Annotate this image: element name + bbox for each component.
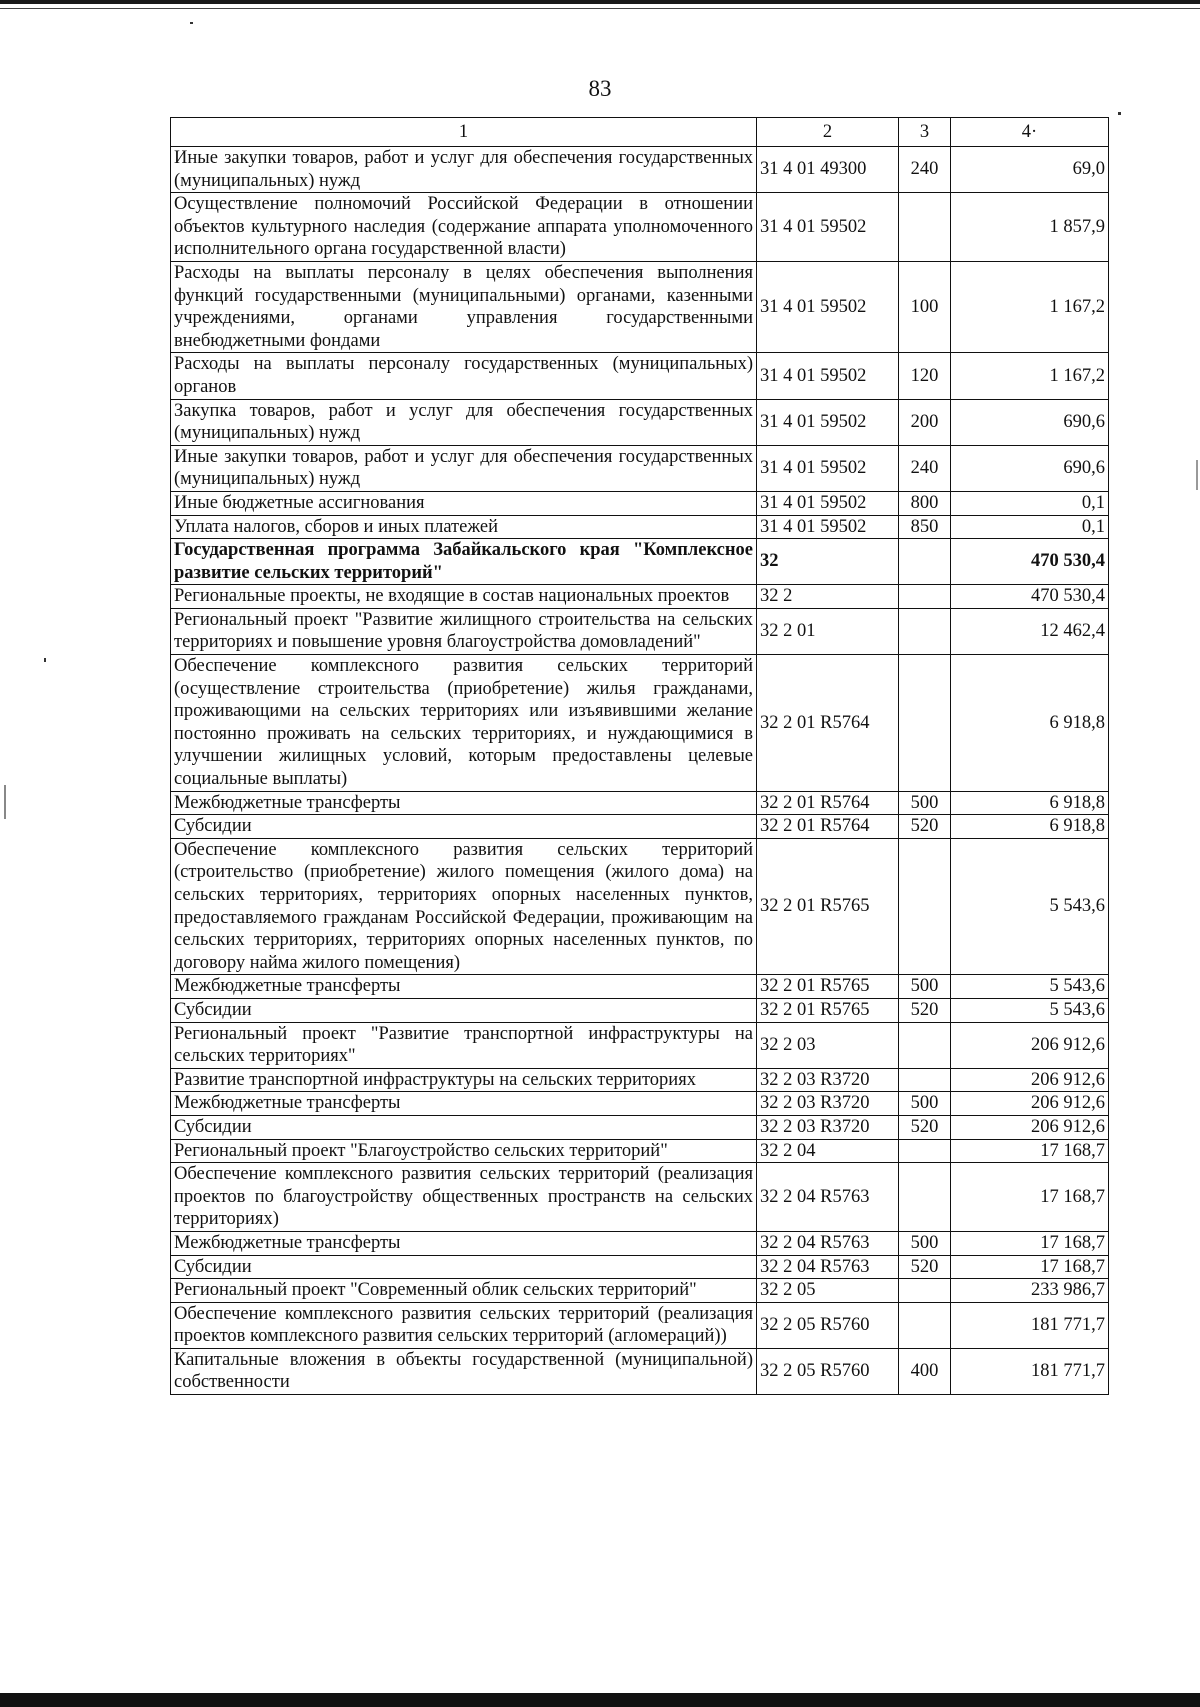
- table-row: [171, 815, 1109, 839]
- table-row: [171, 791, 1109, 815]
- row-name: Субсидии: [171, 998, 757, 1022]
- row-name: Региональный проект "Благоустройство сельских территорий": [171, 1139, 757, 1163]
- row-name: Осуществление полномочий Российской Федерации в отношении объектов культурного наследия (содержание аппарата уполномоченного исполнительного органа государственной власти): [171, 193, 757, 262]
- row-code: 31 4 01 59502: [757, 445, 899, 491]
- row-amount: 206 912,6: [951, 1092, 1109, 1116]
- row-amount: 470 530,4: [951, 585, 1109, 609]
- table-row: [171, 261, 1109, 352]
- table-row: [171, 1163, 1109, 1232]
- row-expense-kind: 520: [899, 1255, 951, 1279]
- row-code: 31 4 01 59502: [757, 399, 899, 445]
- row-amount: 17 168,7: [951, 1255, 1109, 1279]
- table-row: [171, 539, 1109, 585]
- row-amount: 5 543,6: [951, 998, 1109, 1022]
- row-amount: 206 912,6: [951, 1115, 1109, 1139]
- row-code: 32 2 05 R5760: [757, 1302, 899, 1348]
- scan-speck: [1118, 112, 1121, 115]
- row-name: Обеспечение комплексного развития сельских территорий (реализация проектов по благоустройству общественных пространств на сельских территориях): [171, 1163, 757, 1232]
- row-name: Обеспечение комплексного развития сельских территорий (осуществление строительства (приобретение) жилья гражданами, проживающими на сельских территориях или изъявившими желание постоянно проживать на сельских территориях, и нуждающимися в улучшении жилищных условий, которым предоставлены целевые социальные выплаты): [171, 655, 757, 792]
- row-expense-kind: 500: [899, 975, 951, 999]
- table-row: [171, 998, 1109, 1022]
- row-name: Межбюджетные трансферты: [171, 975, 757, 999]
- row-name: Развитие транспортной инфраструктуры на сельских территориях: [171, 1068, 757, 1092]
- row-code: 32 2 05: [757, 1279, 899, 1303]
- table-row: [171, 1115, 1109, 1139]
- row-expense-kind: 400: [899, 1348, 951, 1394]
- row-name: Межбюджетные трансферты: [171, 1231, 757, 1255]
- row-expense-kind: [899, 1068, 951, 1092]
- top-scan-edge: [0, 0, 1200, 4]
- table-header-row: [171, 118, 1109, 147]
- table-row: [171, 608, 1109, 654]
- header-col-2: 2: [757, 118, 899, 147]
- row-amount: 1 167,2: [951, 261, 1109, 352]
- table-row: [171, 1022, 1109, 1068]
- table-row: [171, 1092, 1109, 1116]
- row-code: 32 2 04 R5763: [757, 1255, 899, 1279]
- row-amount: 690,6: [951, 445, 1109, 491]
- row-amount: 206 912,6: [951, 1022, 1109, 1068]
- row-code: 31 4 01 59502: [757, 261, 899, 352]
- row-amount: 0,1: [951, 515, 1109, 539]
- table-body: [171, 147, 1109, 1395]
- row-expense-kind: [899, 1279, 951, 1303]
- table-row: [171, 838, 1109, 975]
- row-expense-kind: [899, 1139, 951, 1163]
- row-code: 32 2 03 R3720: [757, 1068, 899, 1092]
- row-code: 32 2 01: [757, 608, 899, 654]
- row-expense-kind: [899, 539, 951, 585]
- table-row: [171, 655, 1109, 792]
- row-code: 31 4 01 59502: [757, 193, 899, 262]
- row-name: Иные бюджетные ассигнования: [171, 491, 757, 515]
- row-amount: 1 167,2: [951, 353, 1109, 399]
- scan-speck: [44, 658, 46, 662]
- scan-edge-mark: [4, 785, 6, 819]
- row-code: 32 2 01 R5765: [757, 975, 899, 999]
- row-expense-kind: 500: [899, 791, 951, 815]
- row-amount: 206 912,6: [951, 1068, 1109, 1092]
- table-row: [171, 1068, 1109, 1092]
- row-expense-kind: [899, 585, 951, 609]
- table-row: [171, 491, 1109, 515]
- top-scan-line: [0, 8, 1200, 9]
- row-code: 32 2 01 R5765: [757, 838, 899, 975]
- row-name: Субсидии: [171, 815, 757, 839]
- row-name: Региональные проекты, не входящие в состав национальных проектов: [171, 585, 757, 609]
- row-name: Обеспечение комплексного развития сельских территорий (реализация проектов комплексного развития сельских территорий (агломераций)): [171, 1302, 757, 1348]
- row-name: Иные закупки товаров, работ и услуг для обеспечения государственных (муниципальных) нужд: [171, 147, 757, 193]
- row-amount: 0,1: [951, 491, 1109, 515]
- row-name: Закупка товаров, работ и услуг для обеспечения государственных (муниципальных) нужд: [171, 399, 757, 445]
- row-amount: 233 986,7: [951, 1279, 1109, 1303]
- row-expense-kind: [899, 608, 951, 654]
- row-code: 31 4 01 59502: [757, 515, 899, 539]
- table-row: [171, 1279, 1109, 1303]
- row-amount: 12 462,4: [951, 608, 1109, 654]
- header-col-3: 3: [899, 118, 951, 147]
- table-row: [171, 1231, 1109, 1255]
- row-amount: 181 771,7: [951, 1348, 1109, 1394]
- table-row: [171, 353, 1109, 399]
- row-code: 32 2 03: [757, 1022, 899, 1068]
- table-row: [171, 1255, 1109, 1279]
- row-expense-kind: 520: [899, 998, 951, 1022]
- row-name: Расходы на выплаты персоналу государственных (муниципальных) органов: [171, 353, 757, 399]
- row-expense-kind: [899, 1302, 951, 1348]
- row-expense-kind: 800: [899, 491, 951, 515]
- row-expense-kind: 850: [899, 515, 951, 539]
- row-amount: 69,0: [951, 147, 1109, 193]
- row-amount: 181 771,7: [951, 1302, 1109, 1348]
- row-expense-kind: [899, 1163, 951, 1232]
- table-row: [171, 585, 1109, 609]
- row-code: 32 2 01 R5764: [757, 791, 899, 815]
- row-name: Региональный проект "Развитие жилищного строительства на сельских территориях и повышение уровня благоустройства домовладений": [171, 608, 757, 654]
- table-row: [171, 399, 1109, 445]
- row-amount: 5 543,6: [951, 975, 1109, 999]
- row-code: 32 2 05 R5760: [757, 1348, 899, 1394]
- row-code: 32: [757, 539, 899, 585]
- row-expense-kind: 200: [899, 399, 951, 445]
- table-row: [171, 193, 1109, 262]
- row-code: 32 2 01 R5765: [757, 998, 899, 1022]
- row-expense-kind: 240: [899, 147, 951, 193]
- row-name: Обеспечение комплексного развития сельских территорий (строительство (приобретение) жилого помещения (жилого дома) на сельских территориях, территориях опорных населенных пунктов, предоставляемого гражданам Российской Федерации, проживающим на сельских территориях, территориях опорных населенных пунктов, по договору найма жилого помещения): [171, 838, 757, 975]
- table-row: [171, 147, 1109, 193]
- row-code: 31 4 01 59502: [757, 491, 899, 515]
- row-expense-kind: 100: [899, 261, 951, 352]
- row-code: 32 2 04 R5763: [757, 1231, 899, 1255]
- row-amount: 6 918,8: [951, 791, 1109, 815]
- table-row: [171, 515, 1109, 539]
- row-expense-kind: 520: [899, 815, 951, 839]
- row-name: Субсидии: [171, 1115, 757, 1139]
- row-name: Субсидии: [171, 1255, 757, 1279]
- header-col-4: 4·: [951, 118, 1109, 147]
- row-expense-kind: 120: [899, 353, 951, 399]
- row-amount: 470 530,4: [951, 539, 1109, 585]
- row-expense-kind: [899, 193, 951, 262]
- row-name: Региональный проект "Развитие транспортной инфраструктуры на сельских территориях": [171, 1022, 757, 1068]
- bottom-scan-edge: [0, 1693, 1200, 1707]
- row-code: 32 2: [757, 585, 899, 609]
- row-amount: 17 168,7: [951, 1139, 1109, 1163]
- row-code: 32 2 01 R5764: [757, 815, 899, 839]
- row-code: 31 4 01 49300: [757, 147, 899, 193]
- row-expense-kind: [899, 1022, 951, 1068]
- row-amount: 6 918,8: [951, 655, 1109, 792]
- header-col-1: 1: [171, 118, 757, 147]
- row-name: Расходы на выплаты персоналу в целях обеспечения выполнения функций государственными (муниципальными) органами, казенными учреждениями, органами управления государственными внебюджетными фондами: [171, 261, 757, 352]
- scan-speck: [190, 22, 193, 24]
- row-code: 32 2 04: [757, 1139, 899, 1163]
- row-expense-kind: 500: [899, 1092, 951, 1116]
- row-amount: 690,6: [951, 399, 1109, 445]
- row-name: Межбюджетные трансферты: [171, 1092, 757, 1116]
- row-expense-kind: [899, 838, 951, 975]
- row-name: Капитальные вложения в объекты государственной (муниципальной) собственности: [171, 1348, 757, 1394]
- table-row: [171, 1348, 1109, 1394]
- row-expense-kind: 500: [899, 1231, 951, 1255]
- row-amount: 6 918,8: [951, 815, 1109, 839]
- row-name: Региональный проект "Современный облик сельских территорий": [171, 1279, 757, 1303]
- row-amount: 17 168,7: [951, 1231, 1109, 1255]
- budget-table: [170, 117, 1109, 1395]
- row-name: Иные закупки товаров, работ и услуг для обеспечения государственных (муниципальных) нужд: [171, 445, 757, 491]
- table-row: [171, 1302, 1109, 1348]
- row-code: 32 2 03 R3720: [757, 1092, 899, 1116]
- row-code: 31 4 01 59502: [757, 353, 899, 399]
- page-number: 83: [588, 76, 612, 101]
- row-expense-kind: [899, 655, 951, 792]
- table-row: [171, 975, 1109, 999]
- row-name: Государственная программа Забайкальского края "Комплексное развитие сельских территорий": [171, 539, 757, 585]
- row-amount: 17 168,7: [951, 1163, 1109, 1232]
- row-name: Межбюджетные трансферты: [171, 791, 757, 815]
- row-expense-kind: 520: [899, 1115, 951, 1139]
- row-name: Уплата налогов, сборов и иных платежей: [171, 515, 757, 539]
- table-row: [171, 1139, 1109, 1163]
- row-code: 32 2 01 R5764: [757, 655, 899, 792]
- row-code: 32 2 04 R5763: [757, 1163, 899, 1232]
- row-amount: 1 857,9: [951, 193, 1109, 262]
- scan-edge-mark: [1196, 460, 1198, 490]
- row-code: 32 2 03 R3720: [757, 1115, 899, 1139]
- row-expense-kind: 240: [899, 445, 951, 491]
- row-amount: 5 543,6: [951, 838, 1109, 975]
- table-row: [171, 445, 1109, 491]
